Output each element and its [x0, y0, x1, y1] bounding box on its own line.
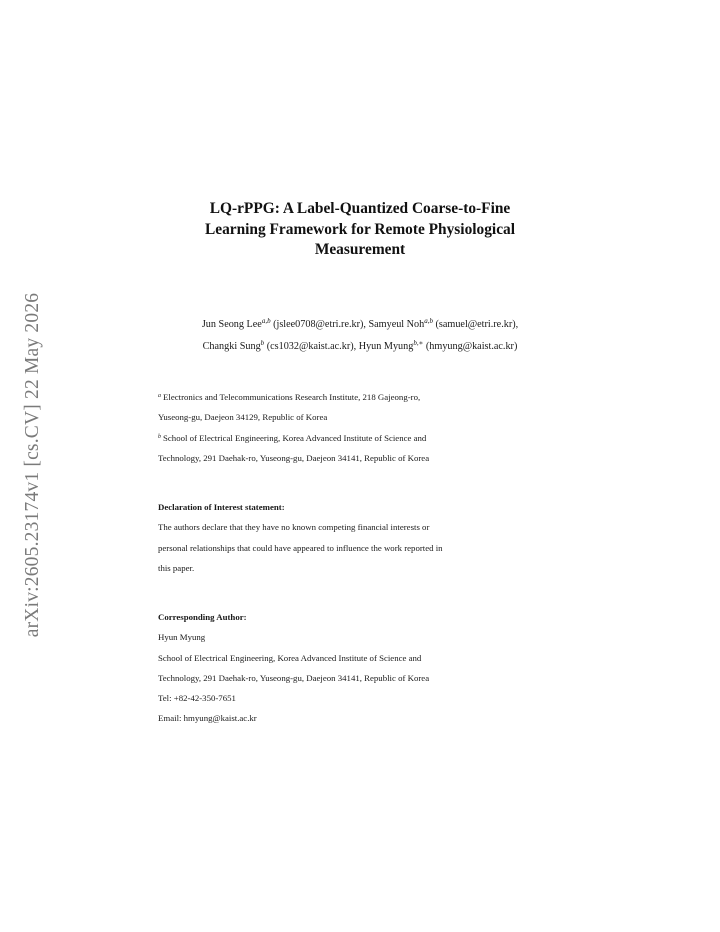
- affiliation-mark: a: [158, 393, 161, 399]
- arxiv-stamp: arXiv:2605.23174v1 [cs.CV] 22 May 2026: [22, 292, 43, 638]
- declaration-line: The authors declare that they have no known competing financial interests or: [158, 522, 430, 533]
- affiliation-line: Technology, 291 Daehak-ro, Yuseong-gu, Daejeon 34141, Republic of Korea: [158, 452, 430, 463]
- title-line: Learning Framework for Remote Physiological: [204, 220, 516, 238]
- corresponding-name: Hyun Myung: [158, 632, 206, 643]
- affiliations: [158, 387, 558, 468]
- author-email: (jslee0708@etri.re.kr),: [270, 319, 369, 330]
- author-row: [120, 314, 600, 336]
- declaration-line: this paper.: [158, 562, 195, 573]
- corresponding-address-line: Technology, 291 Daehak-ro, Yuseong-gu, Daejeon 34141, Republic of Korea: [158, 672, 430, 683]
- author-name: Samyeul Noh: [368, 319, 425, 330]
- author-affiliation-mark: a,b: [424, 317, 433, 325]
- affiliation-line: Yuseong-gu, Daejeon 34129, Republic of Korea: [158, 412, 328, 423]
- author-name: Hyun Myung: [358, 340, 414, 352]
- author-list: [120, 314, 600, 357]
- paper-title: [140, 199, 580, 261]
- declaration-section: [158, 497, 558, 578]
- author-email: (samuel@etri.re.kr),: [432, 319, 519, 330]
- author-name: Changki Sung: [202, 340, 261, 352]
- affiliation-line: [158, 428, 558, 448]
- affiliation-line: [158, 387, 558, 407]
- author-email: (cs1032@kaist.ac.kr),: [264, 340, 359, 352]
- affiliation-text: School of Electrical Engineering, Korea Advanced Institute of Science and: [163, 432, 427, 443]
- title-line: Measurement: [314, 241, 406, 258]
- corresponding-email[interactable]: Email: hmyung@kaist.ac.kr: [158, 713, 257, 724]
- affiliation-text: Electronics and Telecommunications Research Institute, 218 Gajeong-ro,: [163, 392, 421, 402]
- declaration-heading: Declaration of Interest statement:: [158, 502, 285, 512]
- author-affiliation-mark: b: [260, 338, 265, 347]
- author-email: (hmyung@kaist.ac.kr): [423, 340, 518, 352]
- author-name: Jun Seong Lee: [201, 319, 262, 330]
- corresponding-author-section: [158, 607, 558, 729]
- affiliation-mark: b: [158, 433, 161, 440]
- author-affiliation-mark: b,∗: [413, 338, 424, 347]
- corresponding-address-line: School of Electrical Engineering, Korea Advanced Institute of Science and: [158, 652, 422, 663]
- author-row: [120, 336, 600, 358]
- corresponding-phone: Tel: +82-42-350-7651: [158, 693, 236, 704]
- author-affiliation-mark: a,b: [261, 317, 271, 325]
- corresponding-heading: Corresponding Author:: [158, 612, 247, 622]
- declaration-line: personal relationships that could have appeared to influence the work reported in: [158, 542, 443, 553]
- title-line: LQ-rPPG: A Label-Quantized Coarse-to-Fine: [209, 200, 511, 217]
